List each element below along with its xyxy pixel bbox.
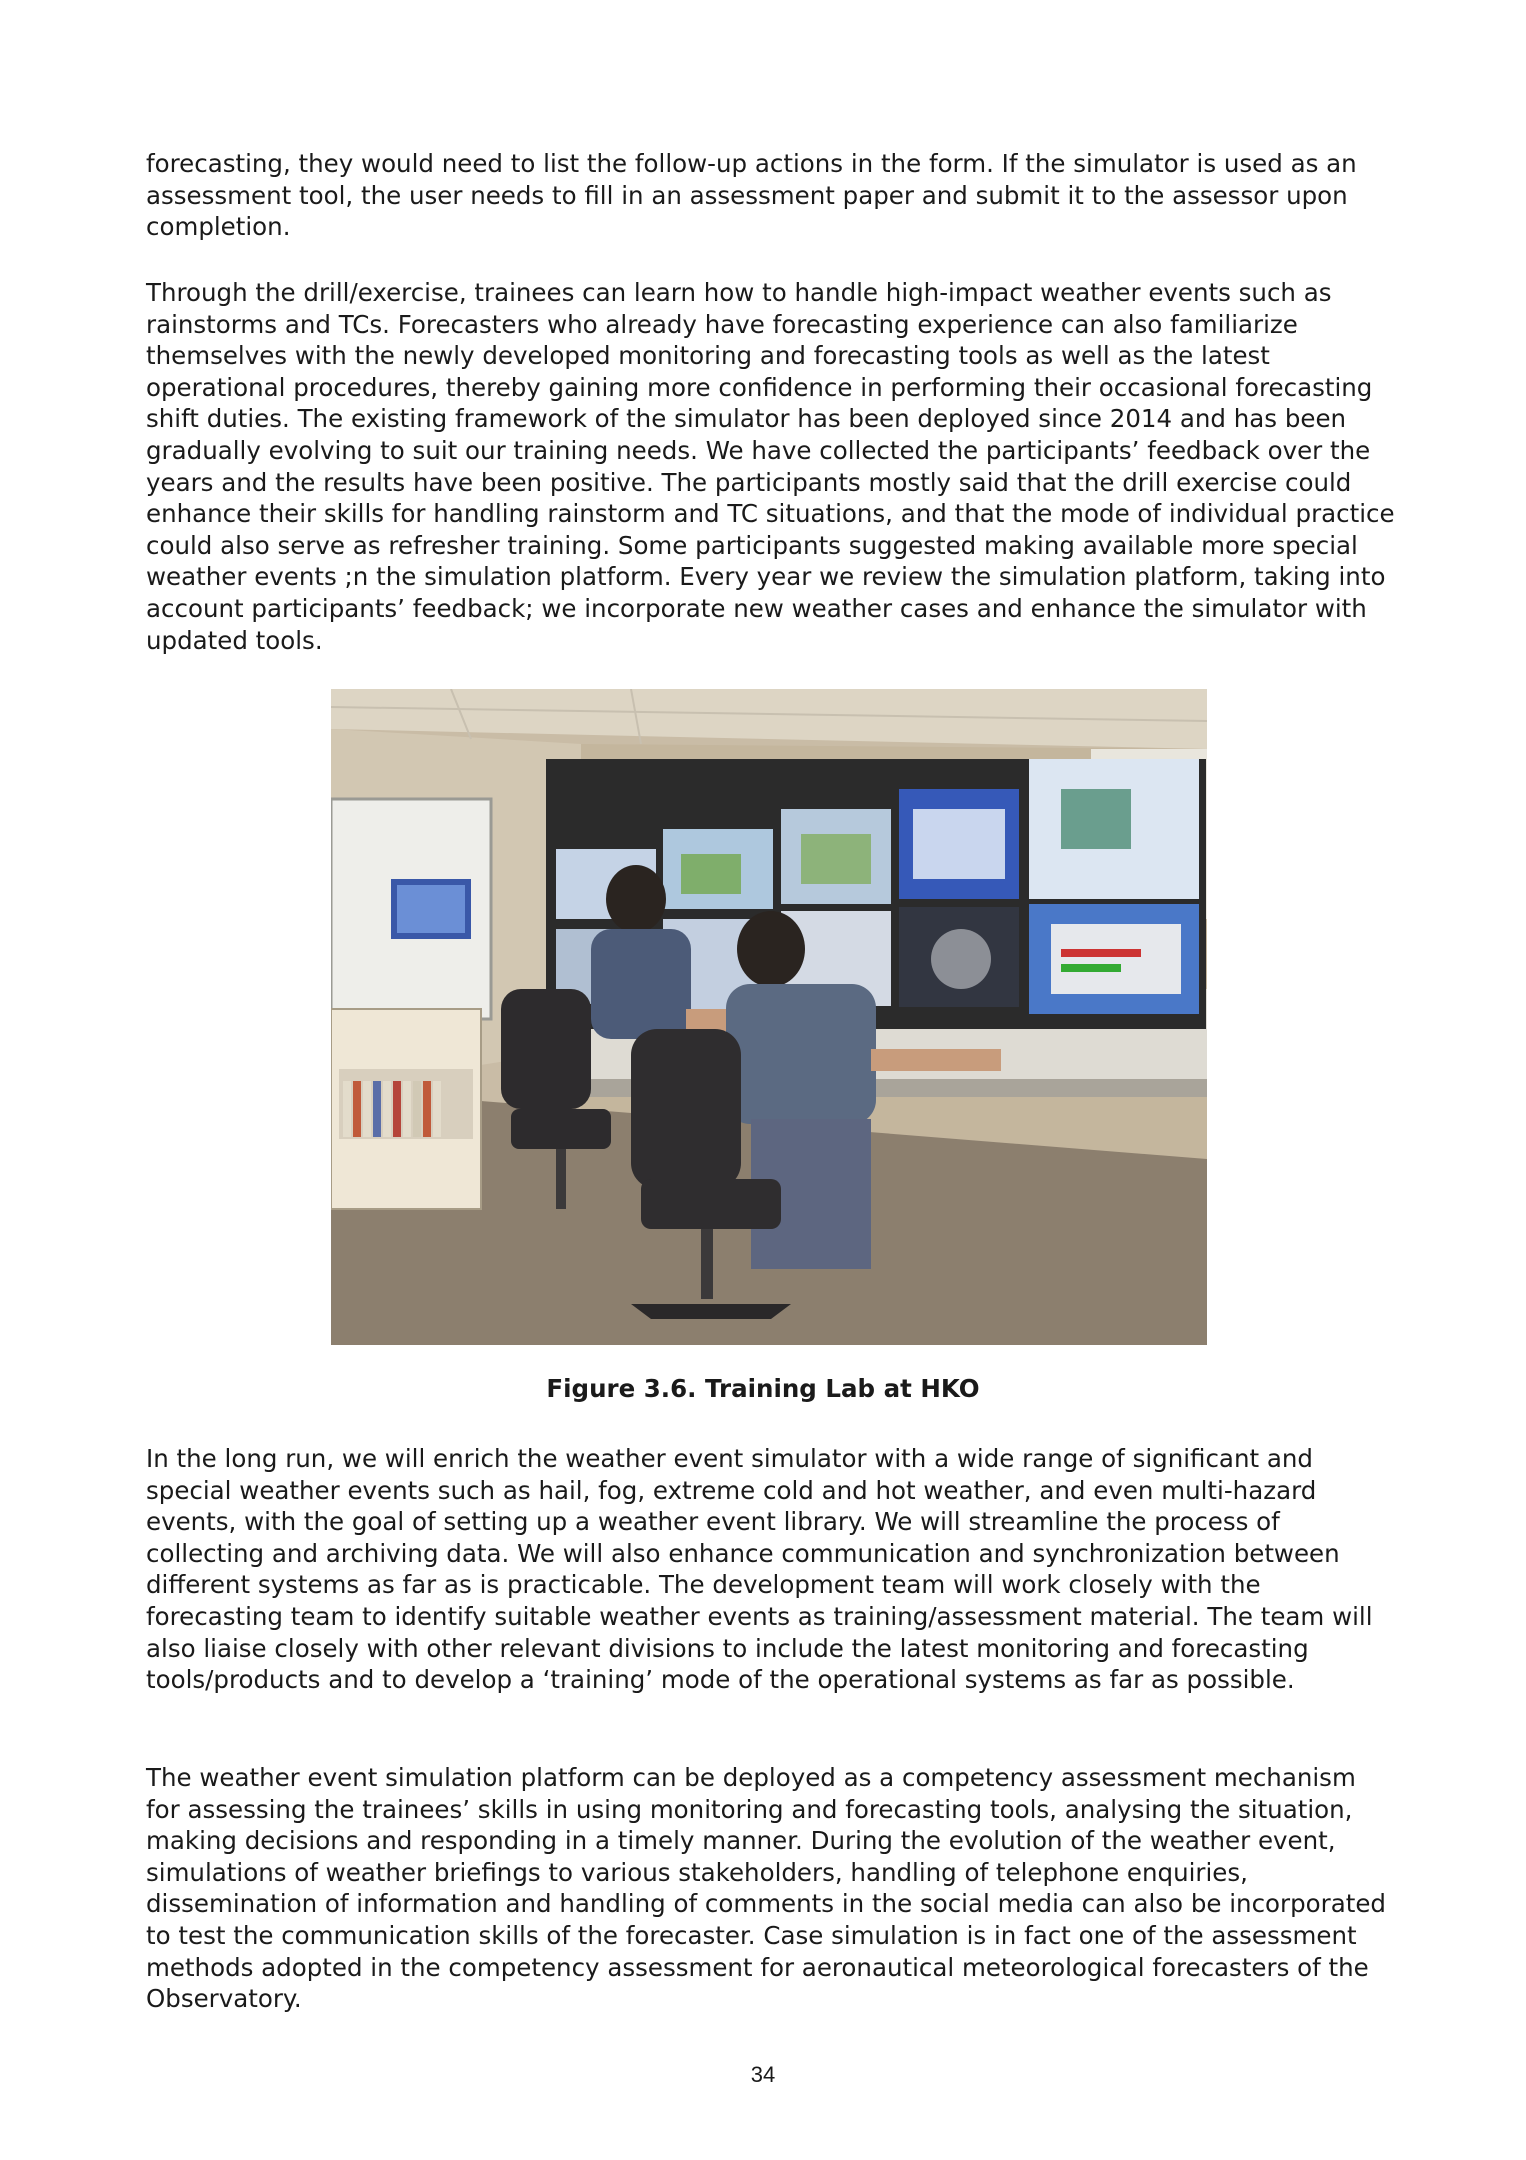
training-lab-photo (331, 689, 1207, 1345)
body-paragraph-3: In the long run, we will enrich the weather event simulator with a wide range of significant and special weather events such as hail, fog, extreme cold and hot weather, and even multi-hazard events, with the goal of setting up a weather event library. We will streamline the process of collecting and archiving data. We will also enhance communication and synchronization between different systems as far as is practicable. The development team will work closely with the forecasting team to identify suitable weather events as training/assessment material. The team will also liaise closely with other relevant divisions to include the latest monitoring and forecasting tools/products and to develop a ‘training’ mode of the operational systems as far as possible. (146, 1444, 1373, 1695)
body-paragraph-4: The weather event simulation platform can be deployed as a competency assessment mechanism for assessing the trainees’ skills in using monitoring and forecasting tools, analysing the situation, making decisions and responding in a timely manner. During the evolution of the weather event, simulations of weather briefings to various stakeholders, handling of telephone enquiries, dissemination of information and handling of comments in the social media can also be incorporated to test the communication skills of the forecaster. Case simulation is in fact one of the assessment methods adopted in the competency assessment for aeronautical meteorological forecasters of the Observatory. (146, 1763, 1386, 2014)
body-paragraph-2: Through the drill/exercise, trainees can learn how to handle high-impact weather events such as rainstorms and TCs. Forecasters who already have forecasting experience can also familiarize themselves with the newly developed monitoring and forecasting tools as well as the latest operational procedures, thereby gaining more confidence in performing their occasional forecasting shift duties. The existing framework of the simulator has been deployed since 2014 and has been gradually evolving to suit our training needs. We have collected the participants’ feedback over the years and the results have been positive. The participants mostly said that the drill exercise could enhance their skills for handling rainstorm and TC situations, and that the mode of individual practice could also serve as refresher training. Some participants suggested making available more special weather events ;n the simulation platform. Every year we review the simulation platform, taking into account participants’ feedback; we incorporate new weather cases and enhance the simulator with updated tools. (146, 278, 1395, 655)
page-number: 34 (750, 2062, 776, 2087)
figure-caption: Figure 3.6. Training Lab at HKO (546, 1374, 980, 1403)
body-paragraph-1: forecasting, they would need to list the follow-up actions in the form. If the simulator is used as an assessment tool, the user needs to fill in an assessment paper and submit it to the assessor upon completion. (146, 149, 1357, 242)
